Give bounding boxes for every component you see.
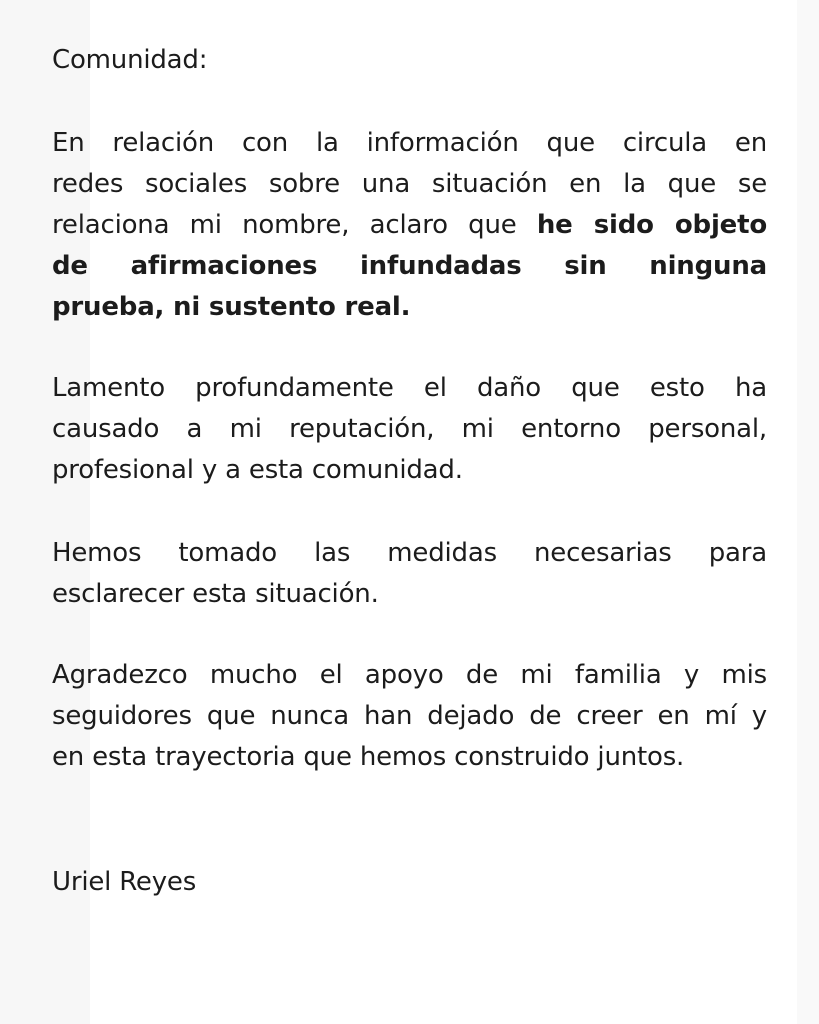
greeting-text: Comunidad: (52, 45, 208, 75)
paragraph-3 (52, 533, 767, 615)
paragraph-3-line-1: Hemos tomado las medidas necesarias para (52, 538, 767, 568)
paragraph-2-line-1: Lamento profundamente el daño que esto ha (52, 373, 767, 403)
signature-name: Uriel Reyes (52, 867, 197, 897)
paragraph-2-line-3: profesional y a esta comunidad. (52, 455, 463, 485)
paragraph-3-line-2: esclarecer esta situación. (52, 579, 379, 609)
paragraph-1-line-5-bold: prueba, ni sustento real. (52, 292, 411, 322)
paragraph-1-line-3 (52, 205, 767, 246)
paragraph-1 (52, 123, 767, 328)
paragraph-1-line-2: redes sociales sobre una situación en la que se (52, 169, 767, 199)
paragraph-1-line-4-bold: de afirmaciones infundadas sin ninguna (52, 251, 767, 281)
paragraph-4-line-3: en esta trayectoria que hemos construido juntos. (52, 742, 685, 772)
paragraph-2-line-2: causado a mi reputación, mi entorno personal, (52, 414, 767, 444)
paragraph-1-line-1: En relación con la información que circula en (52, 128, 767, 158)
paragraph-2 (52, 368, 767, 491)
paragraph-4 (52, 655, 767, 778)
signature (52, 862, 767, 903)
background-strip-right (797, 0, 819, 1024)
paragraph-4-line-1: Agradezco mucho el apoyo de mi familia y mis (52, 660, 767, 690)
greeting (52, 40, 767, 81)
paragraph-1-line-3-normal: relaciona mi nombre, aclaro que (52, 210, 537, 240)
paragraph-1-line-3-bold: he sido objeto (536, 210, 767, 240)
paragraph-4-line-2: seguidores que nunca han dejado de creer en mí y (52, 701, 767, 731)
